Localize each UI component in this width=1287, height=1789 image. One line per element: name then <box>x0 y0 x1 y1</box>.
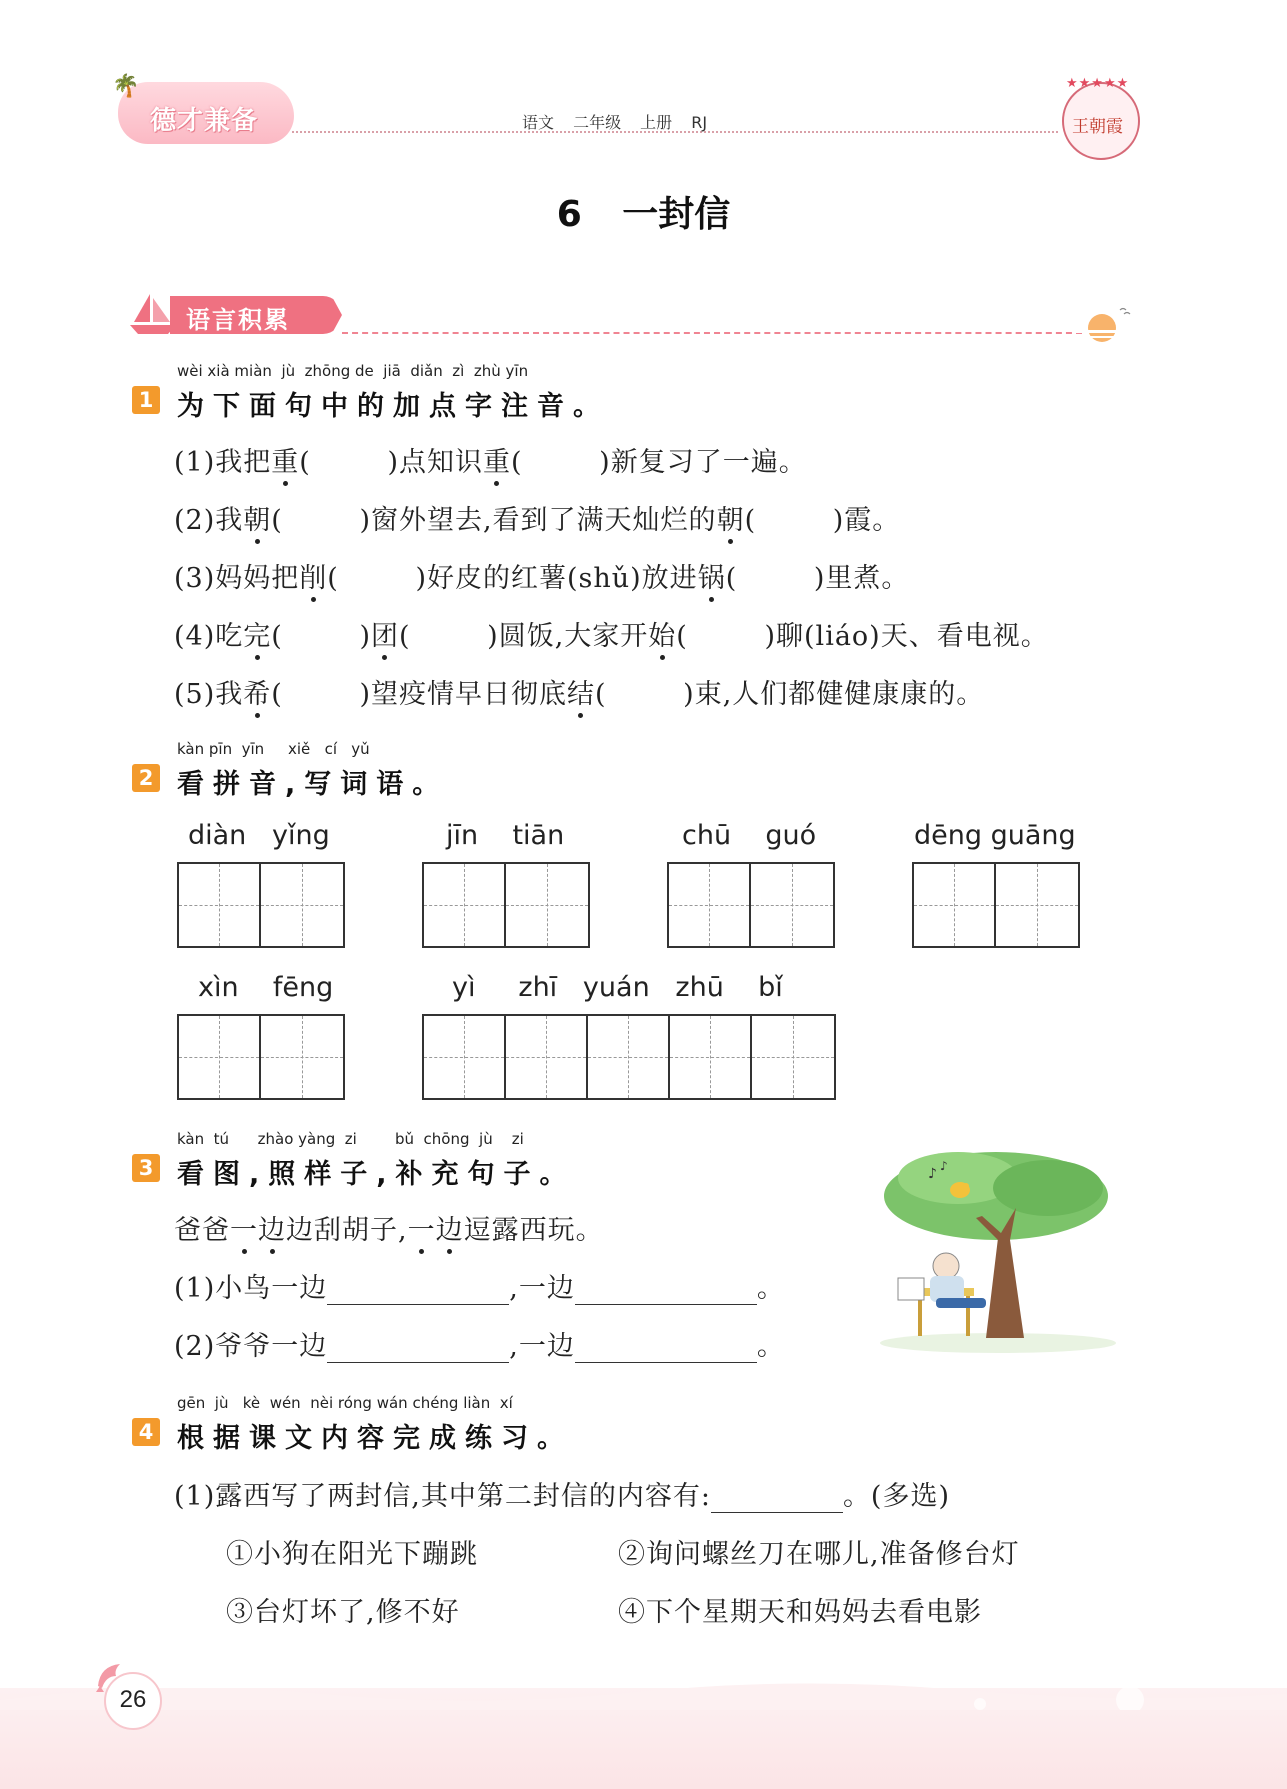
choice-option[interactable]: ①小狗在阳光下蹦跳 <box>226 1539 478 1570</box>
q1-item: (3)妈妈把削( )好皮的红薯(shǔ)放进锅( )里煮。 <box>174 556 909 595</box>
question-title: 为下面句中的加点字注音。 <box>177 391 609 422</box>
word-pinyin: dēng guāng <box>914 820 1076 851</box>
question-number: 4 <box>132 1418 160 1446</box>
svg-text:♪: ♪ <box>928 1166 937 1182</box>
svg-text:♪: ♪ <box>940 1159 948 1173</box>
question-title: 根据课文内容完成练习。 <box>177 1423 573 1454</box>
section-label: 语言积累 <box>186 306 290 334</box>
writing-grid[interactable] <box>422 1014 836 1100</box>
sunset-icon <box>1076 306 1132 346</box>
example-sentence: 爸爸一边边刮胡子,一边逗露西玩。 <box>174 1208 604 1247</box>
brand-name: 德才兼备 <box>150 106 259 136</box>
dotted-char: 削 <box>299 556 327 595</box>
lesson-title: 6 一封信 <box>556 194 731 235</box>
section-divider <box>342 332 1082 334</box>
seal-stars: ★★★★★ <box>1066 76 1130 91</box>
dotted-char: 完 <box>243 614 271 653</box>
dotted-char: 重 <box>483 440 511 479</box>
q4-stem: (1)露西写了两封信,其中第二封信的内容有: 。(多选) <box>174 1481 951 1512</box>
sailboat-icon <box>130 292 176 336</box>
q1-item: (4)吃完( )团( )圆饭,大家开始( )聊(liáo)天、看电视。 <box>174 614 1049 653</box>
answer-blank[interactable] <box>575 1279 757 1305</box>
writing-grid[interactable] <box>177 862 345 948</box>
question-title: 看拼音,写词语。 <box>177 769 449 800</box>
seal-name: 王朝霞 <box>1072 117 1123 137</box>
choice-option[interactable]: ④下个星期天和妈妈去看电影 <box>618 1597 982 1628</box>
dotted-char: 希 <box>243 672 271 711</box>
question-pinyin: gēn jù kè wén nèi róng wán chéng liàn xí <box>177 1394 513 1412</box>
tree-illustration <box>878 1148 1118 1358</box>
dotted-char: 团 <box>371 614 399 653</box>
writing-grid[interactable] <box>667 862 835 948</box>
answer-blank[interactable] <box>711 1487 843 1513</box>
choice-option[interactable]: ②询问螺丝刀在哪儿,准备修台灯 <box>618 1539 1020 1570</box>
q3-item: (2)爷爷一边 ,一边 。 <box>174 1331 785 1362</box>
writing-grid[interactable] <box>177 1014 345 1100</box>
dotted-char: 一 <box>230 1208 258 1247</box>
question-pinyin: kàn pīn yīn xiě cí yǔ <box>177 740 370 758</box>
question-pinyin: wèi xià miàn jù zhōng de jiā diǎn zì zhù yīn <box>177 362 529 380</box>
writing-grid[interactable] <box>912 862 1080 948</box>
answer-blank[interactable] <box>327 1337 509 1363</box>
dotted-char: 锅 <box>698 556 726 595</box>
word-pinyin: jīn tiān <box>446 820 565 851</box>
q1-item: (2)我朝( )窗外望去,看到了满天灿烂的朝( )霞。 <box>174 498 900 537</box>
dotted-char: 重 <box>271 440 299 479</box>
question-number: 3 <box>132 1154 160 1182</box>
palm-tree-icon: 🌴 <box>112 74 140 99</box>
word-pinyin: chū guó <box>682 820 817 851</box>
dotted-char: 始 <box>648 614 676 653</box>
q3-item: (1)小鸟一边 ,一边 。 <box>174 1273 785 1304</box>
question-number: 1 <box>132 386 160 414</box>
dotted-char: 朝 <box>717 498 745 537</box>
dotted-char: 结 <box>567 672 595 711</box>
answer-blank[interactable] <box>575 1337 757 1363</box>
answer-blank[interactable] <box>327 1279 509 1305</box>
book-info: 语文 二年级 上册 RJ <box>522 113 708 132</box>
footer-wave <box>0 1670 1287 1710</box>
question-pinyin: kàn tú zhào yàng zi bǔ chōng jù zi <box>177 1130 524 1148</box>
choice-option[interactable]: ③台灯坏了,修不好 <box>226 1597 460 1628</box>
writing-grid[interactable] <box>422 862 590 948</box>
page-number: 26 <box>119 1686 147 1713</box>
word-pinyin: diàn yǐng <box>188 820 330 851</box>
question-title: 看图,照样子,补充句子。 <box>177 1159 576 1190</box>
q1-item: (5)我希( )望疫情早日彻底结( )束,人们都健健康康的。 <box>174 672 984 711</box>
word-pinyin: xìn fēng <box>198 972 334 1003</box>
question-number: 2 <box>132 764 160 792</box>
dotted-char: 朝 <box>243 498 271 537</box>
q1-item: (1)我把重( )点知识重( )新复习了一遍。 <box>174 440 807 479</box>
word-pinyin: yì zhī yuán zhū bǐ <box>452 972 783 1003</box>
